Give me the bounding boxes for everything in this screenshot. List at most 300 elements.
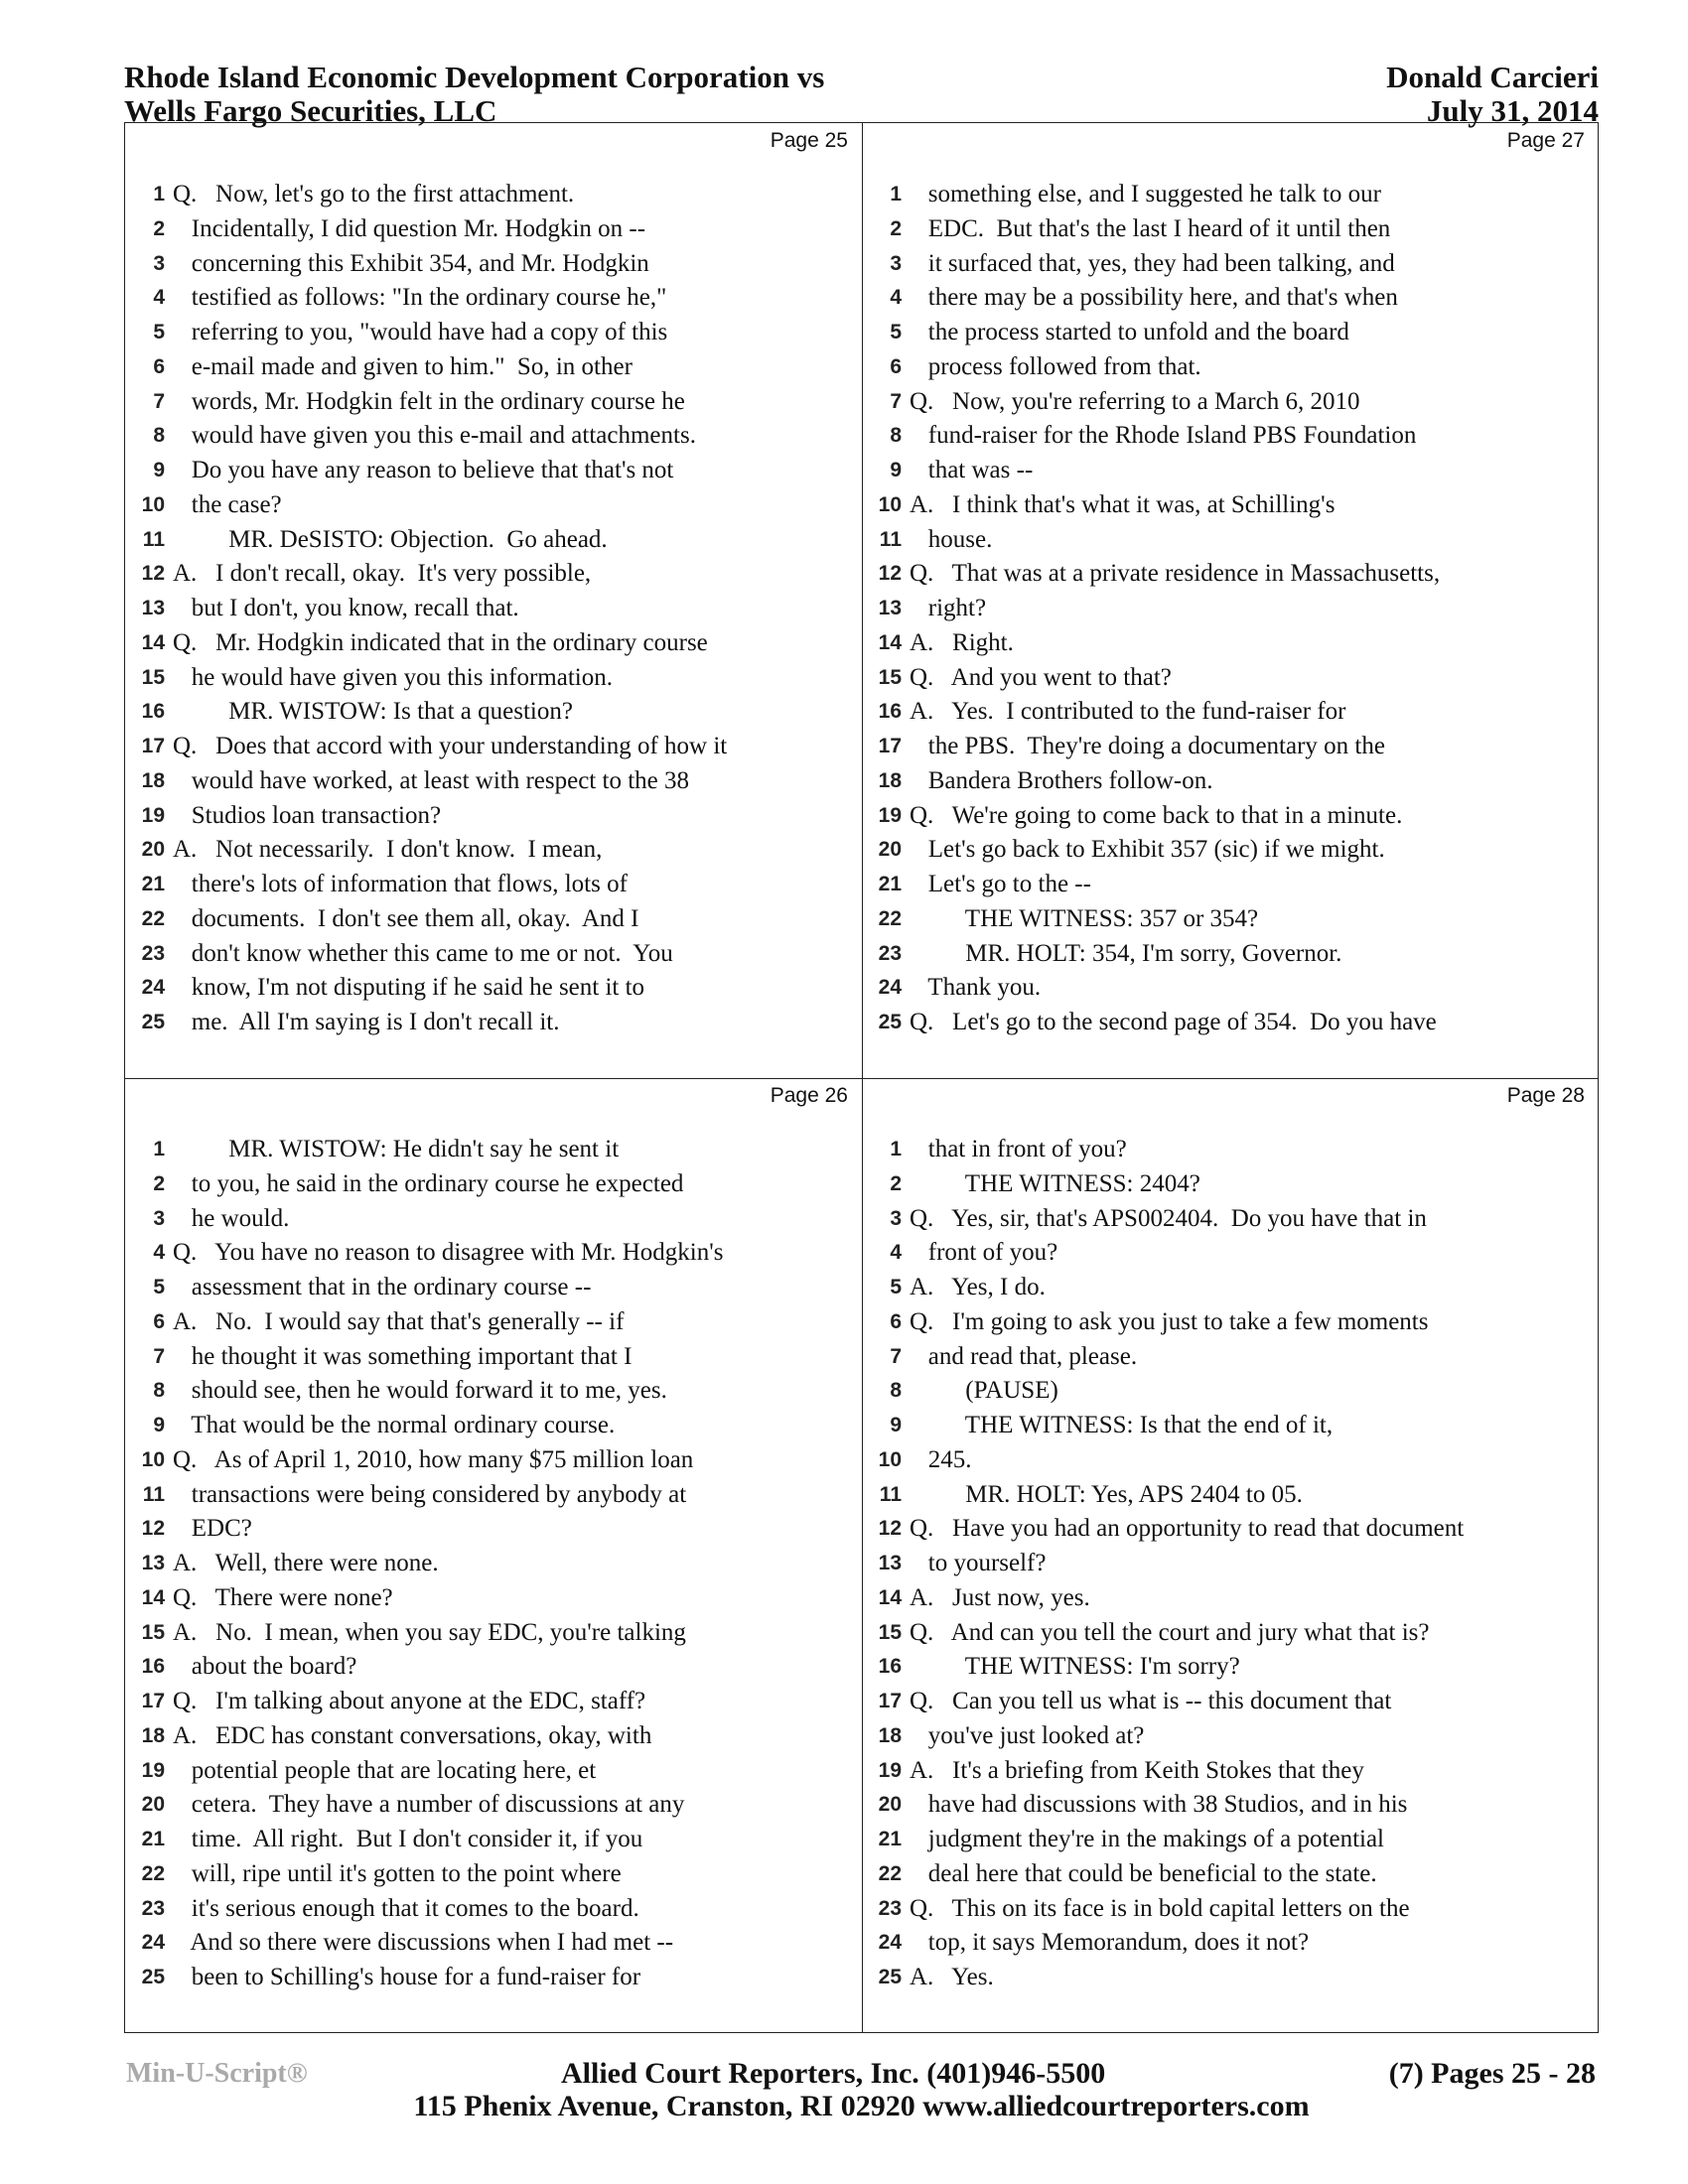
line-text: Q. Yes, sir, that's APS002404. Do you have that in [910,1204,1427,1232]
line-number: 6 [890,1309,902,1333]
transcript-line [862,1443,1599,1478]
transcript-line [862,1892,1599,1927]
line-number: 22 [141,906,165,930]
line-number: 12 [878,1517,902,1541]
transcript-line [125,178,862,212]
line-text: Q. I'm talking about anyone at the EDC, staff? [173,1688,646,1714]
transcript-line [125,1616,862,1651]
transcript-line [862,1271,1599,1305]
line-text: MR. DeSISTO: Objection. Go ahead. [173,525,608,553]
line-number: 15 [141,1620,165,1644]
line-number: 21 [878,1828,902,1850]
line-number: 7 [153,389,165,413]
line-text: A. Just now, yes. [910,1583,1090,1611]
page-panel-25 [125,123,862,1078]
line-text: cetera. They have a number of discussions at any [173,1791,685,1819]
transcript-line [125,212,862,247]
line-number: 4 [890,1241,902,1265]
transcript-line [862,419,1599,454]
line-number: 9 [890,1414,902,1436]
line-number: 2 [890,216,902,240]
page-panel-27 [862,123,1599,1078]
line-text: but I don't, you know, recall that. [173,595,519,621]
transcript-line [862,1926,1599,1961]
transcript-line [862,247,1599,282]
transcript-line [125,1788,862,1823]
line-text: would have given you this e-mail and attachments. [173,422,696,450]
transcript-line [125,1202,862,1237]
transcript-line [125,1581,862,1616]
line-text: Q. Does that accord with your understanding of how it [173,733,728,759]
line-number: 18 [878,768,902,792]
line-text: judgment they're in the makings of a potential [910,1826,1385,1852]
transcript-line [125,1719,862,1754]
transcript-line [862,868,1599,902]
line-number: 15 [878,1620,902,1644]
line-number: 12 [141,1517,165,1541]
line-text: 245. [910,1445,972,1473]
transcript-line [125,1857,862,1892]
case-title-line1: Rhode Island Economic Development Corporation vs [124,60,825,94]
line-text: Q. Have you had an opportunity to read that document [910,1515,1465,1543]
line-text: Q. Now, you're referring to a March 6, 2010 [910,387,1360,415]
line-text: process followed from that. [910,352,1201,380]
line-text: (PAUSE) [910,1377,1058,1405]
line-number: 24 [141,1931,165,1955]
line-number: 1 [153,183,165,205]
line-number: 23 [141,941,165,965]
line-number: 14 [141,1585,165,1609]
transcript-lines [862,1133,1599,1995]
transcript-line [125,1685,862,1719]
line-text: should see, then he would forward it to me, yes. [173,1377,667,1405]
line-number: 24 [141,976,165,1000]
line-text: time. All right. But I don't consider it, if you [173,1826,643,1852]
line-number: 2 [153,1171,165,1195]
line-number: 25 [878,1966,902,1988]
line-number: 3 [153,251,165,275]
line-number: 14 [878,630,902,654]
line-number: 20 [141,838,165,862]
page-panel-28 [862,1078,1599,2033]
line-number: 10 [141,492,165,516]
transcript-line [125,419,862,454]
line-text: Q. I'm going to ask you just to take a few moments [910,1307,1429,1335]
transcript-line [862,1719,1599,1754]
line-number: 8 [153,424,165,448]
transcript-line [862,1006,1599,1040]
line-number: 4 [890,286,902,310]
line-number: 13 [878,597,902,619]
line-text: would have worked, at least with respect to the 38 [173,766,689,794]
transcript-line [125,1892,862,1927]
line-number: 6 [153,354,165,378]
line-text: MR. WISTOW: Is that a question? [173,698,573,726]
transcript-line [125,1650,862,1685]
line-text: A. EDC has constant conversations, okay, with [173,1721,652,1749]
line-number: 7 [890,1344,902,1368]
line-text: Q. Now, let's go to the first attachment. [173,181,575,207]
transcript-line [862,799,1599,834]
transcript-line [125,1823,862,1857]
line-text: Q. This on its face is in bold capital letters on the [910,1894,1410,1922]
line-number: 16 [141,1655,165,1679]
line-text: right? [910,595,987,621]
line-number: 25 [878,1011,902,1033]
transcript-line [125,557,862,592]
line-text: Bandera Brothers follow-on. [910,766,1213,794]
line-number: 24 [878,976,902,1000]
line-number: 17 [141,735,165,757]
line-text: transactions were being considered by anybody at [173,1480,687,1508]
line-text: fund-raiser for the Rhode Island PBS Foundation [910,422,1417,450]
line-text: Q. There were none? [173,1583,393,1611]
line-number: 15 [141,665,165,689]
transcript-line [862,1512,1599,1547]
transcript-line [862,1685,1599,1719]
line-text: words, Mr. Hodgkin felt in the ordinary course he [173,387,685,415]
line-number: 13 [141,1552,165,1574]
line-number: 18 [878,1723,902,1747]
transcript-lines [125,178,862,1040]
transcript-line [125,385,862,420]
transcript-line [125,799,862,834]
footer-company: Allied Court Reporters, Inc. (401)946-5500 [561,2057,1106,2090]
transcript-line [862,1616,1599,1651]
line-text: it surfaced that, yes, they had been talking, and [910,249,1395,277]
line-number: 21 [141,1828,165,1850]
transcript-line [862,764,1599,799]
line-text: Q. You have no reason to disagree with Mr. Hodgkin's [173,1239,724,1267]
line-text: front of you? [910,1239,1058,1267]
line-text: documents. I don't see them all, okay. And I [173,904,639,932]
transcript-line [125,971,862,1006]
page-panel-26 [125,1078,862,2033]
transcript-line [862,661,1599,696]
page-number-label: Page 26 [770,1084,848,1107]
line-text: A. No. I mean, when you say EDC, you're talking [173,1618,686,1646]
transcript-line [862,316,1599,350]
transcript-grid [124,122,1599,2033]
line-number: 14 [141,630,165,654]
line-text: Q. And can you tell the court and jury what that is? [910,1618,1430,1646]
line-number: 11 [142,527,165,551]
line-number: 11 [879,1482,902,1506]
transcript-line [125,454,862,488]
line-text: A. No. I would say that that's generally -- if [173,1307,625,1335]
line-number: 21 [878,873,902,895]
line-number: 3 [890,1206,902,1230]
line-text: to you, he said in the ordinary course he expected [173,1169,684,1197]
line-number: 20 [878,838,902,862]
line-text: EDC. But that's the last I heard of it until then [910,214,1391,242]
transcript-line [862,1409,1599,1443]
transcript-line [125,730,862,764]
line-text: there's lots of information that flows, lots of [173,871,628,897]
line-number: 17 [878,1690,902,1712]
line-text: Q. And you went to that? [910,663,1172,691]
line-number: 8 [153,1379,165,1403]
transcript-line [125,626,862,661]
line-text: Do you have any reason to believe that that's not [173,457,674,483]
line-text: and read that, please. [910,1342,1138,1370]
line-number: 3 [890,251,902,275]
line-number: 1 [890,1138,902,1160]
transcript-lines [862,178,1599,1040]
line-text: concerning this Exhibit 354, and Mr. Hodgkin [173,249,649,277]
line-text: the PBS. They're doing a documentary on the [910,733,1385,759]
transcript-line [862,902,1599,937]
transcript-line [862,1961,1599,1995]
transcript-line [125,1926,862,1961]
line-text: A. I think that's what it was, at Schilling's [910,490,1336,518]
transcript-line [862,523,1599,558]
line-text: the process started to unfold and the board [910,319,1349,345]
line-text: Q. That was at a private residence in Massachusetts, [910,560,1441,588]
line-text: THE WITNESS: I'm sorry? [910,1653,1240,1681]
line-text: A. Well, there were none. [173,1550,439,1576]
transcript-line [125,247,862,282]
transcript-lines [125,1133,862,1995]
line-text: THE WITNESS: 357 or 354? [910,904,1259,932]
line-text: A. I don't recall, okay. It's very possible, [173,560,592,588]
line-number: 4 [153,286,165,310]
transcript-line [862,730,1599,764]
line-text: A. Not necessarily. I don't know. I mean, [173,836,603,864]
line-text: MR. WISTOW: He didn't say he sent it [173,1136,620,1162]
transcript-line [125,1271,862,1305]
line-number: 13 [878,1552,902,1574]
line-text: it's serious enough that it comes to the board. [173,1894,639,1922]
line-text: there may be a possibility here, and that's when [910,284,1398,312]
line-number: 11 [879,527,902,551]
transcript-line [862,937,1599,972]
line-text: Q. We're going to come back to that in a minute. [910,801,1403,829]
line-number: 17 [878,735,902,757]
line-number: 18 [141,1723,165,1747]
line-number: 7 [153,1344,165,1368]
transcript-line [862,695,1599,730]
line-number: 19 [878,803,902,827]
line-number: 5 [890,321,902,343]
line-text: me. All I'm saying is I don't recall it. [173,1009,560,1035]
transcript-line [862,1788,1599,1823]
transcript-line [125,1133,862,1167]
line-text: A. It's a briefing from Keith Stokes that they [910,1756,1364,1784]
transcript-line [125,1754,862,1789]
line-number: 9 [890,459,902,481]
transcript-line [862,281,1599,316]
transcript-line [862,833,1599,868]
transcript-line [125,523,862,558]
line-number: 20 [141,1793,165,1817]
line-text: A. Yes. [910,1964,994,1990]
line-number: 25 [141,1011,165,1033]
transcript-line [862,557,1599,592]
line-number: 2 [153,216,165,240]
transcript-line [125,1961,862,1995]
transcript-line [862,350,1599,385]
line-number: 23 [878,1896,902,1920]
line-number: 6 [890,354,902,378]
line-text: to yourself? [910,1550,1047,1576]
transcript-line [125,488,862,523]
line-number: 16 [878,700,902,724]
line-number: 15 [878,665,902,689]
transcript-line [862,1581,1599,1616]
line-number: 8 [890,1379,902,1403]
line-text: Q. As of April 1, 2010, how many $75 million loan [173,1445,694,1473]
footer-address: 115 Phenix Avenue, Cranston, RI 02920 www.alliedcourtreporters.com [413,2090,1310,2122]
transcript-line [125,868,862,902]
line-number: 8 [890,424,902,448]
page-number-label: Page 28 [1506,1084,1585,1107]
line-number: 9 [153,1414,165,1436]
line-number: 17 [141,1690,165,1712]
transcript-line [862,1133,1599,1167]
line-number: 14 [878,1585,902,1609]
line-number: 16 [141,700,165,724]
footer-page-range: (7) Pages 25 - 28 [1388,2057,1596,2090]
line-text: Q. Mr. Hodgkin indicated that in the ordinary course [173,628,708,656]
line-text: potential people that are locating here, et [173,1756,597,1784]
line-text: the case? [173,490,282,518]
transcript-line [125,1478,862,1513]
line-number: 22 [141,1861,165,1885]
transcript-line [125,1167,862,1202]
line-text: referring to you, "would have had a copy of this [173,319,668,345]
transcript-line [125,695,862,730]
transcript-line [862,1857,1599,1892]
line-number: 19 [141,803,165,827]
line-number: 10 [878,492,902,516]
transcript-line [862,1340,1599,1375]
line-number: 9 [153,459,165,481]
transcript-line [125,833,862,868]
transcript-line [862,488,1599,523]
transcript-line [125,1006,862,1040]
line-number: 18 [141,768,165,792]
transcript-line [125,1305,862,1340]
footer-brand: Min-U-Script® [126,2058,308,2089]
transcript-line [862,1650,1599,1685]
line-text: something else, and I suggested he talk to our [910,181,1381,207]
line-text: Let's go back to Exhibit 357 (sic) if we might. [910,836,1385,864]
line-text: he would. [173,1204,290,1232]
line-text: Q. Can you tell us what is -- this document that [910,1688,1392,1714]
line-text: don't know whether this came to me or not. You [173,939,673,967]
transcript-line [125,1443,862,1478]
transcript-line [125,764,862,799]
line-text: A. Yes. I contributed to the fund-raiser for [910,698,1346,726]
line-number: 22 [878,1861,902,1885]
line-text: And so there were discussions when I had met -- [173,1929,674,1957]
transcript-line [862,1167,1599,1202]
line-text: e-mail made and given to him." So, in other [173,352,633,380]
line-number: 13 [141,597,165,619]
line-text: that was -- [910,457,1034,483]
line-text: A. Right. [910,628,1014,656]
line-text: Let's go to the -- [910,871,1091,897]
line-number: 2 [890,1171,902,1195]
line-number: 1 [153,1138,165,1160]
line-text: Studios loan transaction? [173,801,442,829]
transcript-line [125,661,862,696]
transcript-line [125,1340,862,1375]
line-number: 7 [890,389,902,413]
transcript-line [862,212,1599,247]
line-text: that in front of you? [910,1136,1127,1162]
deposition-date: July 31, 2014 [1426,93,1599,128]
line-number: 11 [142,1482,165,1506]
line-number: 20 [878,1793,902,1817]
page-number-label: Page 27 [1506,129,1585,152]
transcript-line [862,1823,1599,1857]
line-text: MR. HOLT: Yes, APS 2404 to 05. [910,1480,1303,1508]
transcript-line [125,937,862,972]
line-number: 3 [153,1206,165,1230]
transcript-line [862,178,1599,212]
line-number: 21 [141,873,165,895]
line-text: deal here that could be beneficial to the state. [910,1859,1377,1887]
line-text: Q. Let's go to the second page of 354. Do you have [910,1009,1437,1035]
line-number: 19 [878,1758,902,1782]
line-text: THE WITNESS: Is that the end of it, [910,1412,1334,1438]
line-number: 5 [153,1276,165,1298]
transcript-line [862,385,1599,420]
line-text: Thank you. [910,974,1042,1002]
line-number: 16 [878,1655,902,1679]
transcript-line [862,454,1599,488]
line-number: 1 [890,183,902,205]
transcript-line [862,1547,1599,1581]
line-number: 10 [878,1447,902,1471]
line-text: top, it says Memorandum, does it not? [910,1929,1310,1957]
line-number: 12 [878,562,902,586]
line-text: he would have given you this information. [173,663,613,691]
transcript-line [862,592,1599,626]
transcript-line [862,1305,1599,1340]
line-number: 12 [141,562,165,586]
line-number: 23 [878,941,902,965]
transcript-line [862,1478,1599,1513]
transcript-line [125,281,862,316]
line-number: 22 [878,906,902,930]
transcript-line [125,1409,862,1443]
line-number: 24 [878,1931,902,1955]
line-number: 5 [153,321,165,343]
transcript-line [862,1236,1599,1271]
line-text: A. Yes, I do. [910,1274,1046,1300]
line-text: will, ripe until it's gotten to the point where [173,1859,622,1887]
line-text: Incidentally, I did question Mr. Hodgkin on -- [173,214,646,242]
transcript-line [125,592,862,626]
transcript-line [125,1236,862,1271]
line-number: 19 [141,1758,165,1782]
line-text: have had discussions with 38 Studios, and in his [910,1791,1408,1819]
line-number: 25 [141,1966,165,1988]
transcript-line [862,1754,1599,1789]
line-text: MR. HOLT: 354, I'm sorry, Governor. [910,939,1342,967]
line-text: been to Schilling's house for a fund-raiser for [173,1964,641,1990]
line-text: testified as follows: "In the ordinary course he," [173,284,667,312]
line-number: 10 [141,1447,165,1471]
transcript-line [862,1374,1599,1409]
case-title-line2: Wells Fargo Securities, LLC [124,93,497,128]
line-text: you've just looked at? [910,1721,1145,1749]
line-number: 23 [141,1896,165,1920]
line-number: 6 [153,1309,165,1333]
